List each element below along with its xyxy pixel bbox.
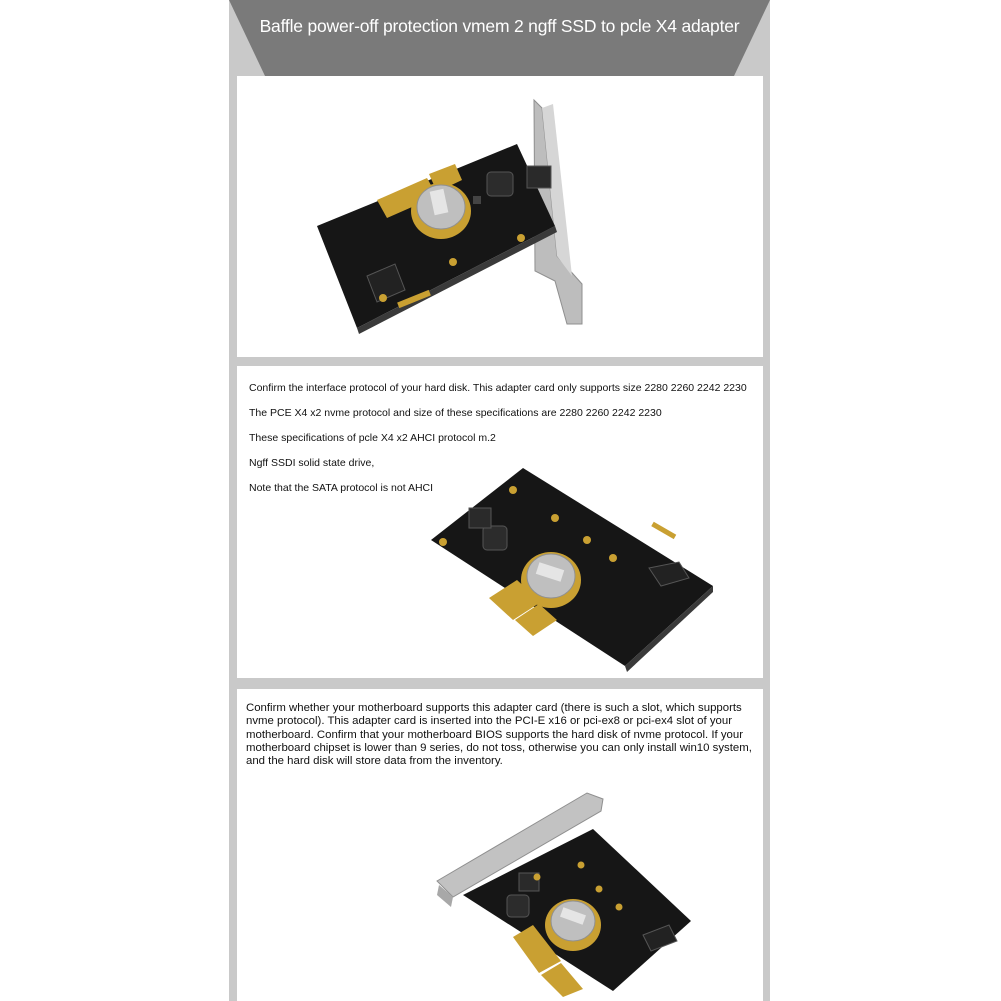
- banner-shape: [229, 0, 770, 76]
- note-ahci-protocol: These specifications of pcle X4 x2 AHCI protocol m.2: [249, 432, 496, 444]
- product-photo-panel: [237, 76, 763, 357]
- page-title: Baffle power-off protection vmem 2 ngff SSD to pcle X4 adapter: [259, 16, 740, 36]
- note-sata-warning: Note that the SATA protocol is not AHCI: [249, 482, 434, 494]
- title-banner: [229, 0, 770, 76]
- note-ngff-ssd: Ngff SSDI solid state drive,: [249, 457, 375, 469]
- adapter-card-photo-top: [417, 462, 727, 674]
- motherboard-info-panel: [237, 689, 763, 1001]
- note-size-support: Confirm the interface protocol of your hard disk. This adapter card only supports size 2280 2260 2242 2230: [249, 382, 747, 394]
- note-nvme-sizes: The PCE X4 x2 nvme protocol and size of these specifications are 2280 2260 2242 2230: [249, 407, 662, 419]
- protocol-notes-panel: [237, 366, 763, 678]
- motherboard-requirements-text: Confirm whether your motherboard supports this adapter card (there is such a slot, which supports nvme protocol). This adapter card is inserted into the PCI-E x16 or pci-ex8 or pci-ex4 slot of your motherboard. Confirm that your motherboard BIOS supports the hard disk of nvme protocol. If your motherboard chipset is lower than 9 series, do not toss, otherwise you can only install win10 system, and the hard disk will store data from the inventory.: [246, 702, 752, 768]
- adapter-card-photo-angled: [433, 785, 703, 1001]
- adapter-card-photo: [237, 76, 763, 357]
